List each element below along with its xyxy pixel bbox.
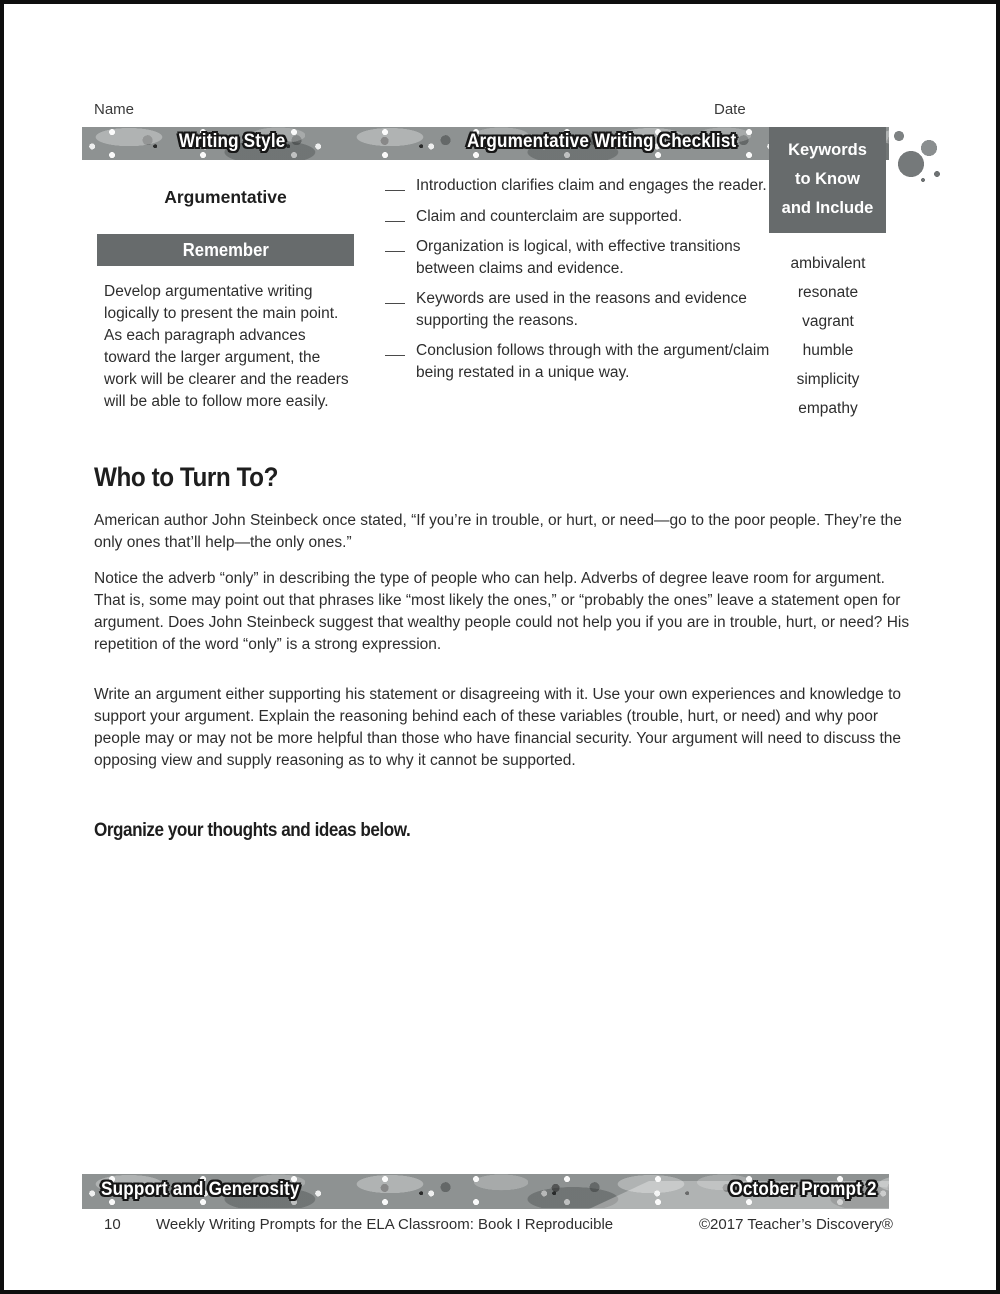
keyword-item: empathy — [798, 400, 858, 417]
checklist-blank — [385, 175, 405, 191]
header-banner — [82, 127, 889, 160]
checklist-title: Argumentative Writing Checklist — [467, 131, 737, 152]
remember-text: Develop argumentative writing logically to present the main point. As each paragraph advances toward the larger argument, the work will be clearer and the readers will be able to follow more easily. — [104, 283, 349, 410]
name-label: Name — [94, 101, 135, 118]
prompt-paragraph-1: American author John Steinbeck once stated, “If you’re in trouble, or hurt, or need—go to the poor people. They’re the only ones that’ll help—the only ones.” — [94, 512, 902, 551]
checklist-item: Claim and counterclaim are supported. — [385, 206, 781, 228]
remember-title: Remember — [182, 239, 269, 260]
page-number: 10 — [104, 1216, 121, 1233]
writing-style-type: Argumentative — [164, 187, 287, 207]
keywords-list — [769, 249, 887, 423]
footer-theme: Support and Generosity — [101, 1179, 300, 1200]
writing-checklist — [385, 175, 781, 392]
prompt-paragraph-2: Notice the adverb “only” in describing the type of people who can help. Adverbs of degree leave room for argument. That is, some may point out that phrases like “most likely the ones,” or “probably the ones” leave a statement open for argument. Does John Steinbeck suggest that wealthy people could not help you if you are in trouble, hurt, or need? His repetition of the word “only” is a strong expression. — [94, 570, 910, 653]
checklist-item: Keywords are used in the reasons and evidence supporting the reasons. — [385, 288, 781, 331]
footer-banner — [82, 1174, 889, 1209]
checklist-blank — [385, 236, 405, 252]
checklist-blank — [385, 288, 405, 304]
prompt-paragraph-3: Write an argument either supporting his statement or disagreeing with it. Use your own experiences and knowledge to support your argument. Explain the reasoning behind each of these variables (trouble, hurt, or need) and why poor people may or may not be more helpful than those who have financial security. Your argument will need to discuss the opposing view and supply reasoning as to why it cannot be supported. — [94, 686, 902, 769]
writing-style-title: Writing Style — [178, 131, 286, 152]
checklist-item: Organization is logical, with effective transitions between claims and evidence. — [385, 236, 781, 279]
checklist-blank — [385, 206, 405, 222]
checklist-item: Introduction clarifies claim and engages the reader. — [385, 175, 781, 197]
keyword-item: simplicity — [796, 371, 860, 388]
book-title: Weekly Writing Prompts for the ELA Classroom: Book I Reproducible — [156, 1216, 614, 1233]
keyword-item: ambivalent — [790, 255, 866, 272]
remember-box — [97, 234, 354, 266]
keywords-box — [769, 127, 886, 233]
keywords-box-title — [769, 136, 886, 223]
keywords-box-line-2: to Know — [794, 170, 861, 188]
organize-heading: Organize your thoughts and ideas below. — [94, 820, 411, 841]
prompt-title: Who to Turn To? — [94, 462, 278, 492]
checklist-blank — [385, 340, 405, 356]
copyright: ©2017 Teacher’s Discovery® — [699, 1216, 893, 1233]
keywords-box-line-3: and Include — [781, 199, 874, 217]
paint-splatter-decoration — [889, 122, 947, 188]
checklist-item: Conclusion follows through with the argument/claim being restated in a unique way. — [385, 340, 781, 383]
date-label: Date — [714, 101, 746, 118]
keyword-item: resonate — [797, 284, 859, 301]
keyword-item: humble — [802, 342, 854, 359]
keyword-item: vagrant — [802, 313, 854, 330]
writing-area — [94, 854, 914, 1164]
keywords-box-line-1: Keywords — [788, 141, 867, 159]
footer-prompt-label: October Prompt 2 — [729, 1179, 877, 1200]
